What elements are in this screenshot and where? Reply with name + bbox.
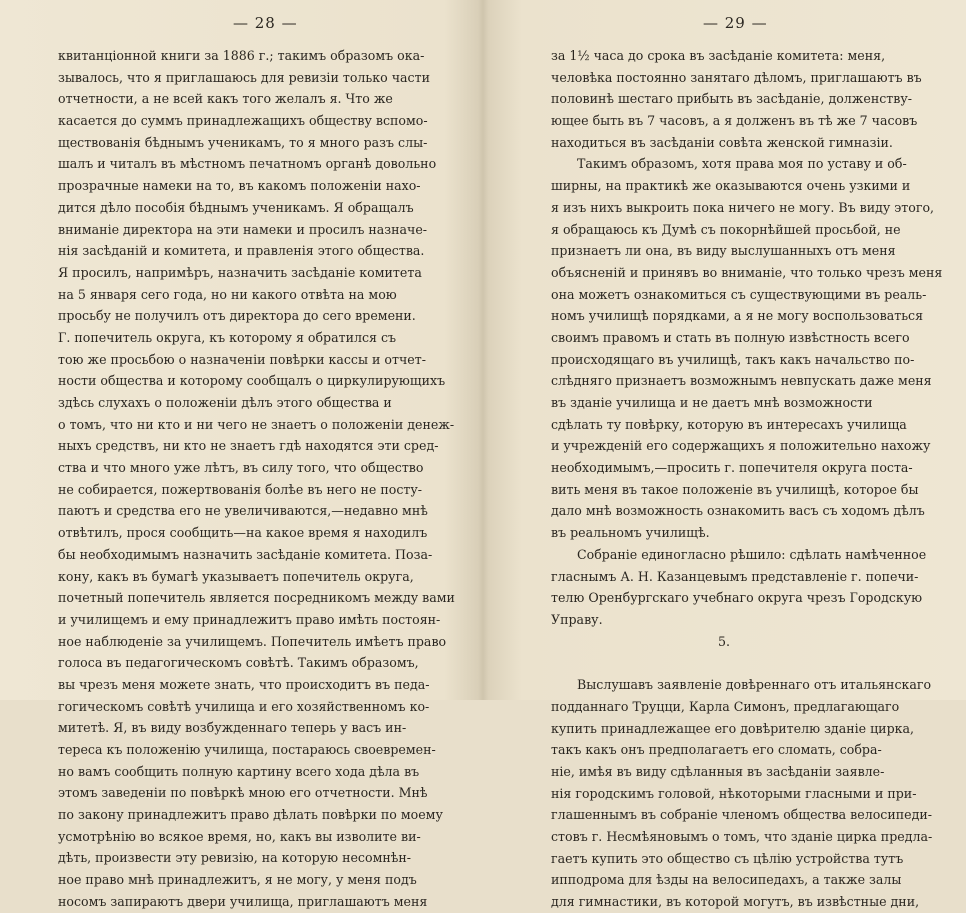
text-line: вниманіе директора на эти намеки и просилъ назначе- (58, 221, 428, 237)
text-line: на 5 января сего года, но ни какого отвѣта на мою (58, 286, 397, 302)
text-line: голоса въ педагогическомъ совѣтѣ. Такимъ образомъ, (58, 655, 419, 671)
text-line: нія засѣданій и комитета, и правленія этого общества. (58, 243, 425, 259)
text-line: усмотрѣнію во всякое время, но, какъ вы изволите ви- (58, 828, 421, 844)
text-line: Управу. (551, 611, 603, 627)
text-line: подданнаго Труцци, Карла Симонъ, предлагающаго (551, 698, 900, 714)
text-line: объясненій и принявъ во вниманіе, что только чрезъ меня (551, 264, 943, 280)
text-line: телю Оренбургскаго учебнаго округа чрезъ Городскую (551, 590, 923, 606)
text-line: она можетъ ознакомиться съ существующими въ реаль- (551, 286, 927, 302)
text-line: ности общества и которому сообщалъ о циркулирующихъ (58, 373, 446, 389)
text-line: Я просилъ, напримѣръ, назначить засѣданіе комитета (58, 264, 422, 280)
right-page (483, 0, 966, 910)
text-line: Г. попечитель округа, къ которому я обратился съ (58, 329, 397, 345)
text-line: митетѣ. Я, въ виду возбужденнаго теперь у васъ ин- (58, 720, 407, 736)
text-line: дало мнѣ возможность ознакомить васъ съ ходомъ дѣлъ (551, 503, 925, 519)
text-line: ное наблюденіе за училищемъ. Попечитель имѣетъ право (58, 633, 447, 649)
text-line: такъ какъ онъ предполагаетъ его сломать, собра- (551, 742, 882, 758)
text-line: паютъ и средства его не увеличиваются,—недавно мнѣ (58, 503, 428, 519)
text-line: ніе, имѣя въ виду сдѣланныя въ засѣданіи заявле- (551, 764, 885, 779)
section-number: 5. (717, 633, 731, 649)
text-line: дѣть, произвести эту ревизію, на которую несомнѣн- (58, 850, 412, 866)
text-line: здѣсь слухахъ о положеніи дѣлъ этого общества и (58, 395, 392, 410)
text-line: стовъ г. Несмѣяновымъ о томъ, что зданіе цирка предла- (551, 829, 933, 845)
paragraph-4 (551, 674, 933, 913)
text-line: но вамъ сообщить полную картину всего хода дѣла въ (58, 763, 420, 779)
text-line: о томъ, что ни кто и ни чего не знаетъ о положеніи денеж- (58, 416, 455, 432)
text-line: находиться въ засѣданіи совѣта женской гимназіи. (551, 134, 893, 150)
paragraph-2 (551, 153, 943, 543)
text-line: я обращаюсь къ Думѣ съ покорнѣйшей просьбой, не (551, 221, 901, 237)
right-page-text (551, 45, 943, 913)
text-line: номъ училищѣ порядками, а я не могу воспользоваться (551, 308, 924, 324)
text-line: кону, какъ въ бумагѣ указываетъ попечитель округа, (58, 568, 414, 584)
page-number-28: — 28 — (233, 14, 298, 32)
text-line: необходимымъ,—просить г. попечителя округа поста- (551, 460, 913, 476)
paragraph-1 (551, 45, 922, 153)
text-line: гаетъ купить это общество съ цѣлію устройства тутъ (551, 850, 904, 866)
text-line: тереса къ положенію училища, постараюсь своевремен- (58, 742, 436, 757)
text-line: своимъ правомъ и стать въ полную извѣстность всего (551, 329, 910, 345)
text-line: для гимнастики, въ которой могутъ, въ извѣстные дни, (551, 894, 920, 910)
text-line: почетный попечитель является посредникомъ между вами (58, 590, 455, 606)
text-line: по закону принадлежитъ право дѣлать повѣрки по моему (58, 807, 443, 823)
text-line: отчетности, а не всей какъ того желалъ я. Что же (58, 91, 393, 107)
text-line: Выслушавъ заявленіе довѣреннаго отъ итальянскаго (577, 677, 932, 693)
text-line: просьбу не получилъ отъ директора до сего времени. (58, 308, 416, 324)
text-line: прозрачные намеки на то, въ какомъ положеніи нахо- (58, 178, 421, 194)
text-line: отвѣтилъ, прося сообщить—на какое время я находилъ (58, 525, 428, 541)
text-line: глашеннымъ въ собраніе членомъ общества велосипеди- (551, 807, 932, 823)
page-number-29: — 29 — (703, 14, 768, 32)
text-line: ширны, на практикѣ же оказываются очень узкими и (551, 178, 911, 194)
text-line: не собирается, пожертвованія болѣе въ него не посту- (58, 481, 423, 497)
text-line: въ реальномъ училищѣ. (551, 525, 710, 541)
text-line: половинѣ шестаго прибыть въ засѣданіе, долженству- (551, 91, 913, 107)
text-line: тою же просьбою о назначеніи повѣрки кассы и отчет- (58, 351, 426, 367)
text-line: ное право мнѣ принадлежитъ, я не могу, у меня подъ (58, 872, 417, 888)
text-line: зывалось, что я приглашаюсь для ревизіи только части (58, 69, 430, 85)
text-line: ства и что много уже лѣтъ, въ силу того, что общество (58, 460, 424, 476)
text-line: и училищемъ и ему принадлежитъ право имѣть постоян- (58, 611, 441, 627)
text-line: Собраніе единогласно рѣшило: сдѣлать намѣченное (577, 546, 927, 562)
text-line: квитанціонной книги за 1886 г.; такимъ образомъ ока- (58, 48, 425, 63)
text-line: за 1½ часа до срока въ засѣданіе комитета: меня, (551, 48, 886, 63)
text-line: дится дѣло пособія бѣднымъ ученикамъ. Я обращалъ (58, 199, 414, 215)
text-line: ипподрома для ѣзды на велосипедахъ, а также залы (551, 872, 902, 888)
text-line: человѣка постоянно занятаго дѣломъ, приглашаютъ въ (551, 69, 922, 85)
text-line: гласнымъ А. Н. Казанцевымъ представленіе г. попечи- (551, 568, 919, 584)
text-line: Такимъ образомъ, хотя права моя по уставу и об- (577, 156, 907, 172)
text-line: шалъ и читалъ въ мѣстномъ печатномъ органѣ довольно (58, 156, 437, 172)
text-line: ющее быть въ 7 часовъ, а я долженъ въ тѣ же 7 часовъ (551, 113, 918, 129)
left-page (0, 0, 483, 909)
text-line: я изъ нихъ выкроить пока ничего не могу. Въ виду этого, (551, 199, 935, 215)
text-line: этомъ заведеніи по повѣркѣ мною его отчетности. Мнѣ (58, 785, 428, 801)
text-line: сдѣлать ту повѣрку, которую въ интересахъ училища (551, 416, 907, 432)
text-line: вить меня въ такое положеніе въ училищѣ, которое бы (551, 481, 919, 497)
text-line: ществованія бѣднымъ ученикамъ, то я много разъ слы- (58, 134, 428, 150)
text-line: касается до суммъ принадлежащихъ обществу вспомо- (58, 113, 428, 129)
paragraph-3 (551, 544, 927, 631)
text-line: нія городскимъ головой, нѣкоторыми гласными и при- (551, 785, 917, 801)
text-line: происходящаго въ училищѣ, такъ какъ начальство по- (551, 351, 915, 367)
text-line: гогическомъ совѣтѣ училища и его хозяйственномъ ко- (58, 698, 430, 714)
left-page-text (58, 45, 455, 913)
text-line: купить принадлежащее его довѣрителю зданіе цирка, (551, 720, 915, 736)
text-line: носомъ запираютъ двери училища, приглашаютъ меня (58, 893, 428, 909)
text-line: слѣдняго признаетъ возможнымъ невпускать даже меня (551, 373, 932, 389)
text-line: въ зданіе училища и не даетъ мнѣ возможности (551, 395, 873, 410)
text-line: и учрежденій его содержащихъ я положительно нахожу (551, 438, 931, 454)
section-gap (551, 652, 897, 674)
text-line: признаетъ ли она, въ виду выслушанныхъ отъ меня (551, 243, 896, 259)
text-line: ныхъ средствъ, ни кто не знаетъ гдѣ находятся эти сред- (58, 438, 439, 454)
text-line: бы необходимымъ назначить засѣданіе комитета. Поза- (58, 546, 433, 562)
text-line: вы чрезъ меня можете знать, что происходитъ въ педа- (58, 676, 430, 692)
